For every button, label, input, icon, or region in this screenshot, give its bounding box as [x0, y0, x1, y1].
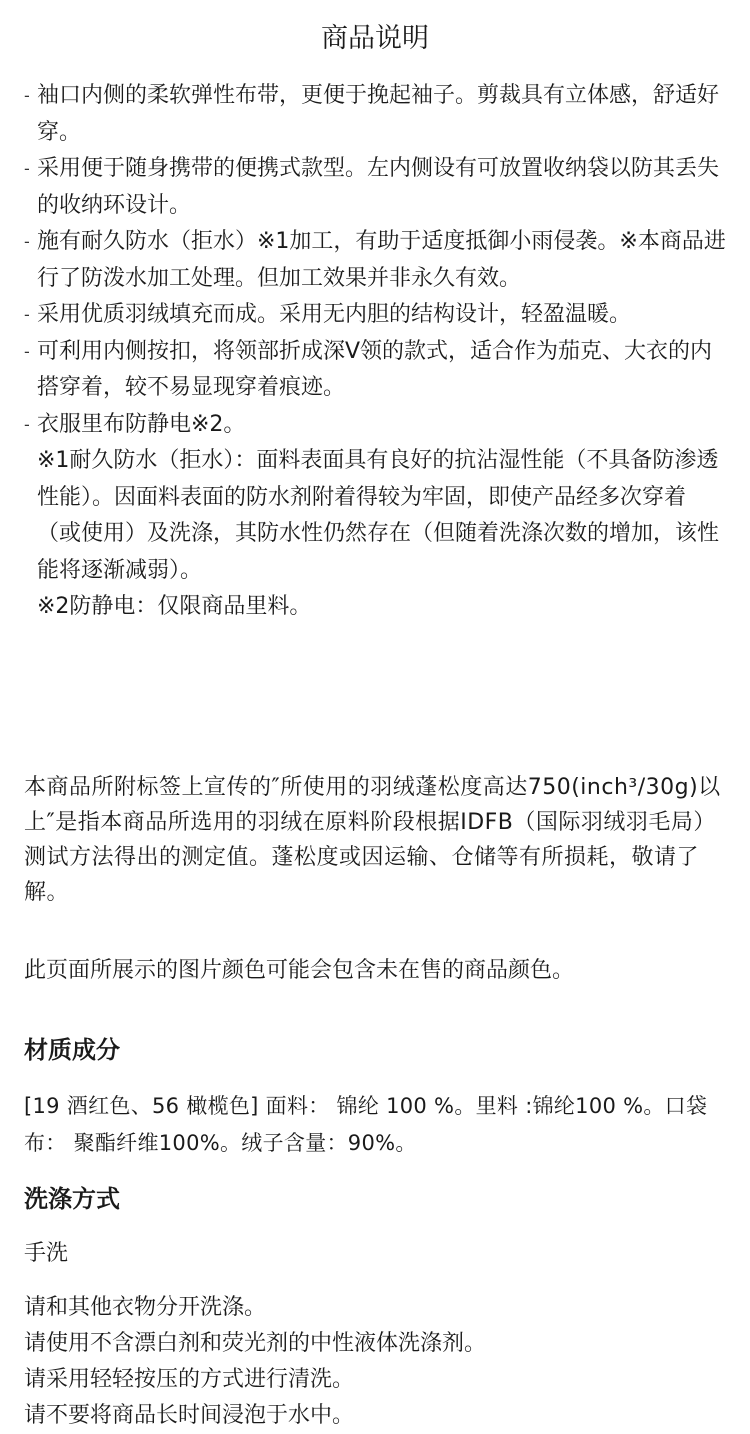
- feature-text: 衣服里布防静电※2。: [37, 411, 246, 437]
- feature-item: [24, 334, 729, 407]
- feature-text: 采用优质羽绒填充而成。采用无内胆的结构设计，轻盈温暖。: [37, 302, 632, 327]
- feature-item: [24, 151, 729, 224]
- feature-item: [24, 297, 729, 334]
- feature-item: [24, 78, 729, 151]
- washing-list: [24, 1236, 729, 1434]
- washing-instruction: 请不要将商品长时间浸泡于水中。: [24, 1403, 355, 1428]
- dash-bullet-icon: -: [24, 305, 30, 324]
- material-heading: 材质成分: [24, 1036, 120, 1064]
- material-composition: [19 酒红色、56 橄榄色] 面料： 锦纶 100 %。里料 :锦纶100 %。口袋布： 聚酯纤维100%。绒子含量：90%。: [24, 1094, 708, 1155]
- dash-bullet-icon: -: [24, 232, 30, 251]
- page-title: 商品说明: [321, 23, 429, 54]
- feature-list: [24, 78, 729, 626]
- feature-text: 施有耐久防水（拒水）※1加工，有助于适度抵御小雨侵袭。※本商品进行了防泼水加工处理。但加工效果并非永久有效。: [37, 229, 726, 291]
- color-disclaimer: 此页面所展示的图片颜色可能会包含未在售的商品颜色。: [24, 958, 575, 983]
- washing-instruction: 请和其他衣物分开洗涤。: [24, 1295, 267, 1320]
- dash-bullet-icon: -: [24, 86, 30, 105]
- note-item: ※1耐久防水（拒水）：面料表面具有良好的抗沾湿性能（不具备防渗透性能）。因面料表面的防水剂附着得较为牢固，即使产品经多次穿着（或使用）及洗涤，其防水性仍然存在（但随着洗涤次数的增加，该性能将逐渐减弱）。: [37, 448, 720, 583]
- washing-instruction: 请采用轻轻按压的方式进行清洗。: [24, 1367, 355, 1392]
- note-item: ※2防静电：仅限商品里料。: [37, 594, 312, 619]
- dash-bullet-icon: -: [24, 159, 30, 178]
- washing-heading: 洗涤方式: [24, 1185, 120, 1213]
- feature-text: 采用便于随身携带的便携式款型。左内侧设有可放置收纳袋以防其丢失的收纳环设计。: [37, 156, 720, 218]
- feature-item: [24, 224, 729, 297]
- feature-text: 可利用内侧按扣，将领部折成深V领的款式，适合作为茄克、大衣的内搭穿着，较不易显现穿着痕迹。: [37, 338, 713, 400]
- dash-bullet-icon: -: [24, 414, 30, 434]
- washing-instruction: 请使用不含漂白剂和荧光剂的中性液体洗涤剂。: [24, 1331, 487, 1356]
- down-loft-note: 本商品所附标签上宣传的″所使用的羽绒蓬松度高达750(inch³/30g)以上″是指本商品所选用的羽绒在原料阶段根据IDFB（国际羽绒羽毛局）测试方法得出的测定值。蓬松度或因运输、仓储等有所损耗，敬请了解。: [24, 775, 721, 905]
- feature-item: [24, 407, 729, 444]
- feature-text: 袖口内侧的柔软弹性布带，更便于挽起袖子。剪裁具有立体感，舒适好穿。: [37, 83, 720, 145]
- dash-bullet-icon: -: [24, 341, 30, 361]
- washing-method: 手洗: [24, 1241, 69, 1266]
